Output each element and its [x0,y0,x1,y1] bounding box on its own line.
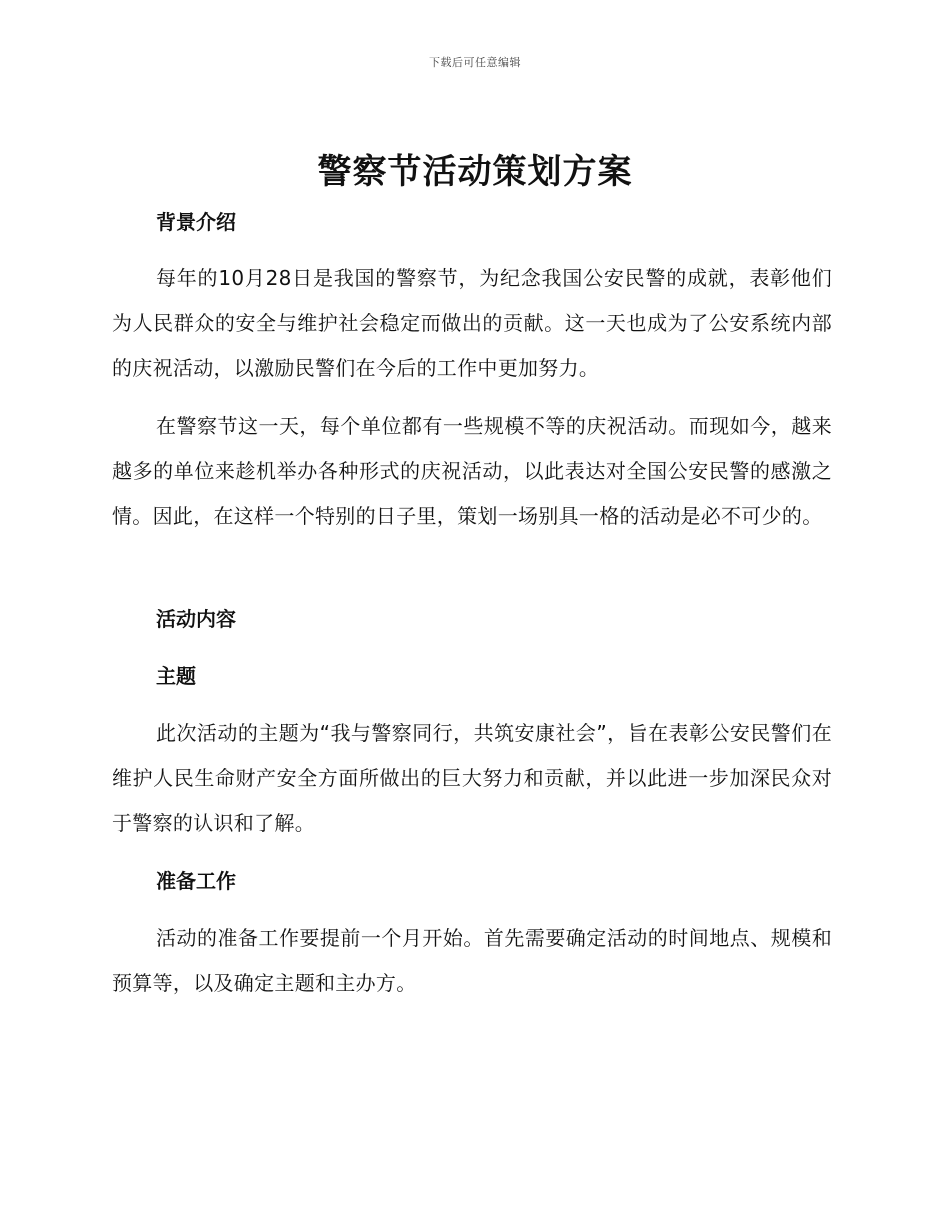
paragraph-theme: 此次活动的主题为“我与警察同行，共筑安康社会”，旨在表彰公安民警们在维护人民生命财产安全方面所做出的巨大努力和贡献，并以此进一步加深民众对于警察的认识和了解。 [112,721,832,835]
paragraph-preparation: 活动的准备工作要提前一个月开始。首先需要确定活动的时间地点、规模和预算等，以及确定主题和主办方。 [112,926,832,995]
document-title: 警察节活动策划方案 [317,152,633,192]
heading-theme: 主题 [156,664,196,688]
heading-preparation: 准备工作 [156,869,236,893]
paragraph-background-2: 在警察节这一天，每个单位都有一些规模不等的庆祝活动。而现如今，越来越多的单位来趁机举办各种形式的庆祝活动，以此表达对全国公安民警的感激之情。因此，在这样一个特别的日子里，策划一场别具一格的活动是必不可少的。 [112,414,832,528]
header-note: 下载后可任意编辑 [429,56,521,69]
heading-activity-content: 活动内容 [156,607,236,631]
heading-background: 背景介绍 [156,210,236,234]
paragraph-background-1: 每年的10月28日是我国的警察节，为纪念我国公安民警的成就，表彰他们为人民群众的安全与维护社会稳定而做出的贡献。这一天也成为了公安系统内部的庆祝活动，以激励民警们在今后的工作中更加努力。 [112,266,832,380]
